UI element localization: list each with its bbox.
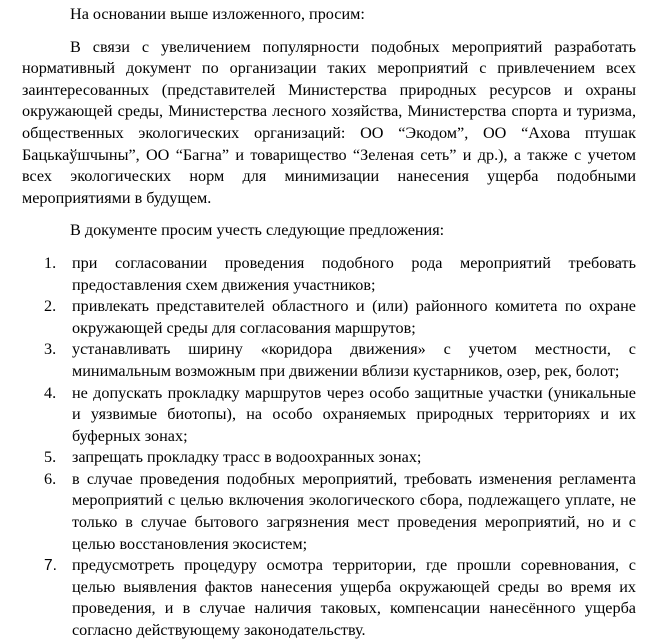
- list-item: [22, 447, 636, 469]
- list-item-text: предусмотреть процедуру осмотра территории, где прошли соревнования, с целью выявления фактов нанесения ущерба окружающей среды во время их проведения, и в случае наличия таковых, компенсации нанесённого ущерба согласно действующему законодательству.: [72, 556, 636, 640]
- intro-line: На основании выше изложенного, просим:: [70, 5, 365, 23]
- list-intro: В документе просим учесть следующие предложения:: [70, 221, 445, 240]
- list-item-number: 6.: [44, 469, 57, 488]
- list-item-number: 2.: [44, 297, 57, 316]
- list-item-number: 5.: [44, 448, 57, 467]
- list-item: [22, 339, 636, 382]
- list-item-text: устанавливать ширину «коридора движения» с учетом местности, с минимальным возможным при движении вблизи кустарников, озер, рек, болот;: [72, 340, 636, 380]
- list-item-text: при согласовании проведения подобного рода мероприятий требовать предоставления схем движения участников;: [72, 253, 636, 294]
- list-item: [22, 296, 636, 339]
- list-item-number: 7.: [44, 557, 57, 575]
- paragraph-gap: [22, 26, 636, 37]
- list-item-number: 3.: [44, 340, 57, 359]
- list-item-text: привлекать представителей областного и (или) районного комитета по охране окружающей среды для согласования маршрутов;: [72, 297, 636, 337]
- list-item: [22, 469, 636, 555]
- list-item-text: в случае проведения подобных мероприятий, требовать изменения регламента мероприятий с целью включения экологического сбора, подлежащего уплате, не только в случае бытового загрязнения мест проведения мероприятий, но и с целью восстановления экосистем;: [72, 469, 636, 553]
- list-item-text: запрещать прокладку трасс в водоохранных зонах;: [72, 448, 422, 467]
- paragraph-gap: [22, 242, 636, 253]
- list-item: [22, 555, 636, 641]
- list-item-number: 4.: [44, 383, 57, 402]
- list-item-text: не допускать прокладку маршрутов через особо защитные участки (уникальные и уязвимые биотопы), на особо охраняемых природных территориях и их буферных зонах;: [72, 383, 636, 445]
- list-item: [22, 383, 636, 448]
- list-item-number: 1.: [44, 253, 57, 272]
- proposals-list: [22, 253, 636, 642]
- main-paragraph: В связи с увеличением популярности подобных мероприятий разработать нормативный документ по организации таких мероприятий с привлечением всех заинтересованных (представителей Министерства природных ресурсов и охраны окружающей среды, Министерства лесного хозяйства, Министерства спорта и туризма, общественных экологических организаций: ОО “Экодом”, ОО “Ахова птушак Бацькаўшчыны”, ОО “Багна” и товарищество “Зеленая сеть” и др.), а также с учетом всех экологических норм для минимизации нанесения ущерба подобными мероприятиями в будущем.: [22, 37, 636, 207]
- list-item: [22, 253, 636, 296]
- paragraph-gap: [22, 209, 636, 220]
